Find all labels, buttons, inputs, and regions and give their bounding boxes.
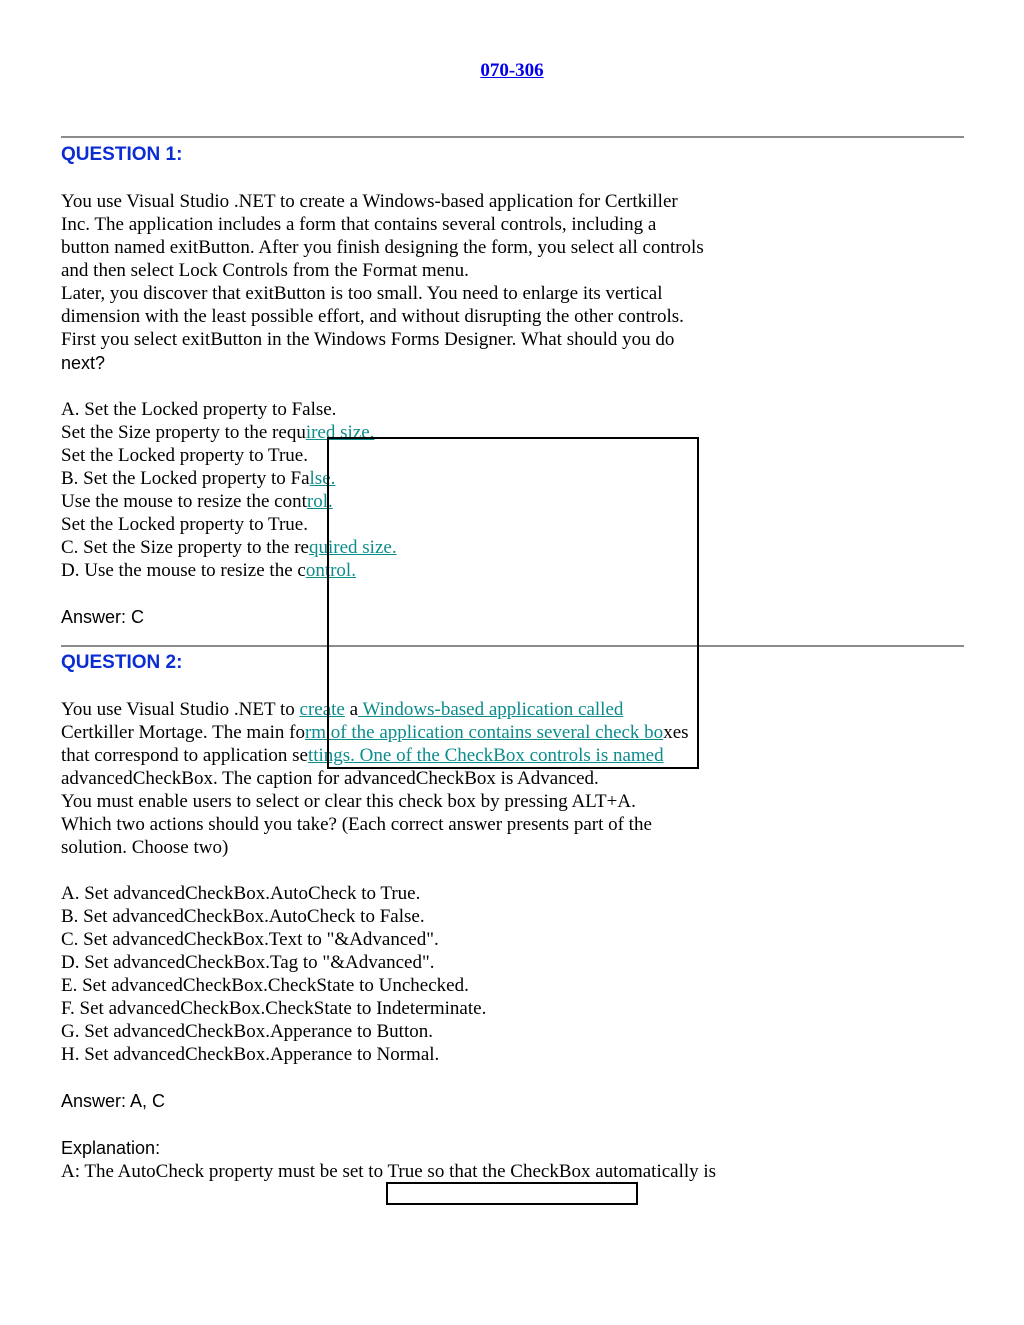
question-1-text-line: button named exitButton. After you finish designing the form, you select all controls bbox=[61, 237, 704, 258]
question-1-text-line: You use Visual Studio .NET to create a Windows-based application for Certkiller bbox=[61, 191, 678, 212]
overlay-rectangle bbox=[327, 437, 699, 769]
question-2-heading: QUESTION 2: bbox=[61, 652, 183, 673]
question-1-option bbox=[61, 444, 308, 467]
question-2-option: H. Set advancedCheckBox.Apperance to Normal. bbox=[61, 1044, 440, 1065]
question-2-option: G. Set advancedCheckBox.Apperance to Button. bbox=[61, 1021, 433, 1042]
text-link[interactable]: create bbox=[299, 699, 345, 720]
question-1-text-line: next? bbox=[61, 353, 106, 373]
text-span: a bbox=[344, 699, 359, 720]
question-1-text-line: Inc. The application includes a form that contains several controls, including a bbox=[61, 214, 657, 235]
option-text: A. Set the Locked property to False. bbox=[61, 399, 337, 420]
option-text: D. Use the mouse to resize the c bbox=[61, 560, 306, 581]
explanation-text: A: The AutoCheck property must be set to True so that the CheckBox automatically is bbox=[61, 1161, 717, 1182]
option-text: Set the Locked property to True. bbox=[61, 445, 308, 466]
option-text: Use the mouse to resize the cont bbox=[61, 491, 307, 512]
question-2-text-line: Which two actions should you take? (Each correct answer presents part of the bbox=[61, 814, 652, 835]
question-1-option bbox=[61, 559, 356, 582]
text-link[interactable]: rm of the application contains several check bo bbox=[304, 722, 664, 743]
question-2-text-line: You must enable users to select or clear this check box by pressing ALT+A. bbox=[61, 791, 636, 812]
question-2-option: F. Set advancedCheckBox.CheckState to Indeterminate. bbox=[61, 998, 487, 1019]
option-text: Set the Size property to the requ bbox=[61, 422, 306, 443]
question-1-text-line: and then select Lock Controls from the Format menu. bbox=[61, 260, 469, 281]
question-1-text-line: Later, you discover that exitButton is too small. You need to enlarge its vertical bbox=[61, 283, 663, 304]
text-span: xes bbox=[663, 722, 689, 743]
option-link[interactable]: quired size. bbox=[309, 537, 397, 558]
divider bbox=[61, 136, 964, 138]
text-link[interactable]: Windows-based application called bbox=[358, 699, 624, 720]
question-1-answer: Answer: C bbox=[61, 607, 145, 627]
question-1-option bbox=[61, 490, 333, 513]
option-text: Set the Locked property to True. bbox=[61, 514, 308, 535]
option-text: B. Set the Locked property to Fa bbox=[61, 468, 310, 489]
option-link[interactable]: lse. bbox=[309, 468, 336, 489]
question-2-option: E. Set advancedCheckBox.CheckState to Unchecked. bbox=[61, 975, 469, 996]
text-span: that correspond to application se bbox=[61, 745, 308, 766]
question-2-option: B. Set advancedCheckBox.AutoCheck to False. bbox=[61, 906, 425, 927]
text-span: You use Visual Studio .NET to bbox=[61, 699, 300, 720]
document-title[interactable]: 070-306 bbox=[480, 60, 544, 81]
question-2-text-line: advancedCheckBox. The caption for advancedCheckBox is Advanced. bbox=[61, 768, 599, 789]
explanation-label: Explanation: bbox=[61, 1138, 161, 1158]
text-link[interactable]: ttings. One of the CheckBox controls is named bbox=[307, 745, 664, 766]
question-1-text-line: First you select exitButton in the Windows Forms Designer. What should you do bbox=[61, 329, 675, 350]
question-2-option: A. Set advancedCheckBox.AutoCheck to True. bbox=[61, 883, 421, 904]
question-1-text-line: dimension with the least possible effort, and without disrupting the other controls. bbox=[61, 306, 684, 327]
question-1-option bbox=[61, 467, 335, 490]
question-1-heading: QUESTION 1: bbox=[61, 144, 183, 165]
option-link[interactable]: ired size. bbox=[305, 422, 375, 443]
option-link[interactable]: ontrol. bbox=[305, 560, 356, 581]
option-link[interactable]: rol. bbox=[306, 491, 333, 512]
question-1-option bbox=[61, 398, 336, 421]
question-2-answer: Answer: A, C bbox=[61, 1091, 166, 1111]
question-2-text-line: solution. Choose two) bbox=[61, 837, 229, 858]
text-span: Certkiller Mortage. The main fo bbox=[61, 722, 305, 743]
overlay-rectangle bbox=[386, 1182, 638, 1205]
question-2-option: D. Set advancedCheckBox.Tag to "&Advanced". bbox=[61, 952, 435, 973]
question-1-option bbox=[61, 513, 308, 536]
option-text: C. Set the Size property to the re bbox=[61, 537, 309, 558]
question-2-option: C. Set advancedCheckBox.Text to "&Advanced". bbox=[61, 929, 439, 950]
